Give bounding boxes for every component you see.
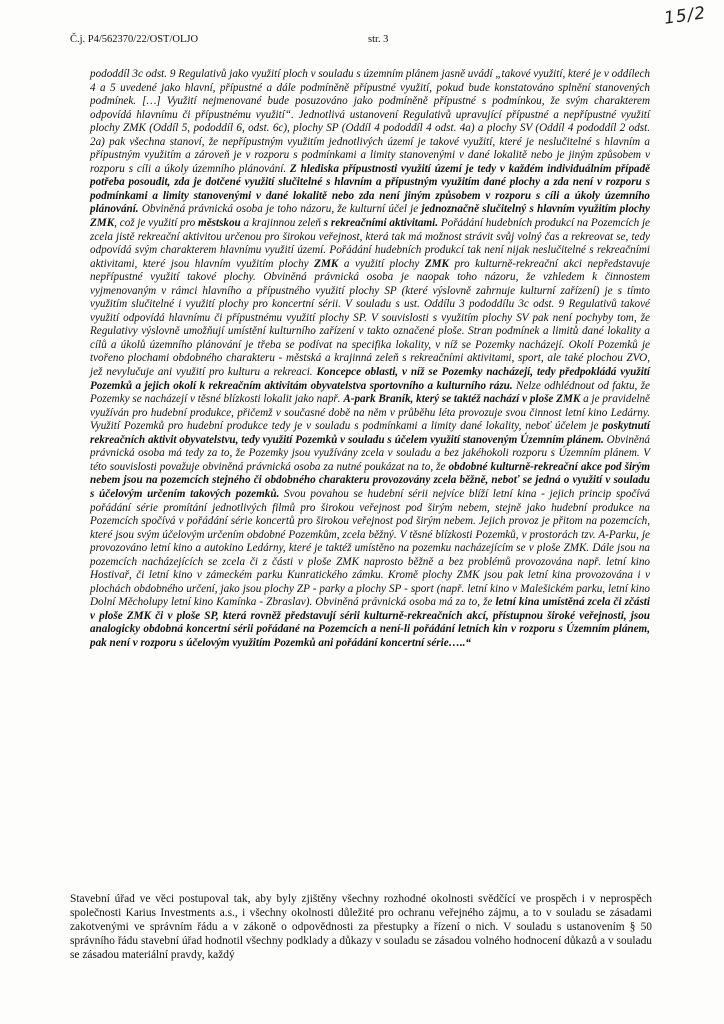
emphasized-text: A-park Braník, který se taktéž nachází v ploše ZMK: [343, 393, 581, 406]
emphasized-text: letní kina umístěná zcela či zčásti v ploše ZMK či v ploše SP, která rovněž představují sérii kulturně-rekreačních akcí, přístupnou široké veřejnosti, jsou analogicky obdobná koncertní sérii pořádané na Pozemcích a není-li pořádání letních kin v rozporu s Územním plánem, pak není v rozporu s účelovým využitím Pozemků ani pořádání koncertní série…..“: [90, 596, 650, 649]
quote-text: Obviněná právnická osoba má tedy za to, že Pozemky jsou využívány zcela v souladu a bez jakéhokoli rozporu s Územním plánem. V této souvislosti považuje obviněná právnická osoba za nutné poukázat na to, že: [90, 433, 650, 473]
quote-text: , což je využití pro: [114, 217, 199, 230]
emphasized-text: Koncepce oblasti, v níž se Pozemky nacházejí, tedy předpokládá využití Pozemků a jejich okolí k rekreačním aktivitám obyvatelstva sportovního a kulturního rázu.: [90, 366, 650, 392]
emphasized-text: ZMK: [314, 257, 339, 270]
quote-text: pro kulturně-rekreační akci nepředstavuje nepřípustné využití takové plochy. Obviněná právnická osoba je naopak toho názoru, že vzhledem k činnostem vyjmenovaným v rámci hlavního a přípustného využití plochy SP (které výslovně zahrnuje kulturní zařízení) je s tímto využitím slučitelné i využití plochy pro koncertní sérii. V souladu s ust. Oddílu 3 pododdílu 3c odst. 9 Regulativů takové využití odpovídá hlavnímu či přípustnému využití plochy SP. V souvislosti s využitím plochy SV pak není pochyby tom, že Regulativy výslovně umožňují umístění kulturního zařízení v takto označené ploše. Stran podmínek a limitů dané lokality a cílů a úkolů územního plánování je třeba se podívat na specifika lokality, v níž se Pozemky nacházejí. Okolí Pozemků je tvořeno plochami obdobného charakteru - městská a krajinná zeleň s rekreačními aktivitami, sport, ale také plochou ZVO, jež nevylučuje ani využití pro kulturu a rekreaci.: [90, 257, 650, 379]
quote-text: Svou povahou se hudební sérii nejvíce blíží letní kina - jejich princip spočívá pořádání série promítání jednotlivých filmů pro širokou veřejnost pod širým nebem, stejně jako hudební produkce na Pozemcích spočívá v pořádání série koncertů pro širokou veřejnost pod širým nebem. Jejich provoz je přitom na pozemcích, které jsou svým účelovým určením obdobné Pozemkům, zcela běžný. V těsné blízkosti Pozemků, v prostorách tzv. A-Parku, je provozováno letní kino a autokino Ledárny, které je taktéž umístěno na pozemku nacházejícím se v ploše ZMK. Dále jsou na pozemcích nacházejících se zcela či z části v ploše ZMK naprosto běžně a bez problémů provozována např. letní kino Hostivař, či letní kino v zámeckém parku Kunratického zámku. Kromě plochy ZMK jsou pak letní kina provozována i v plochách obdobného určení, jako jsou plochy ZP - parky a plochy SP - sport (např. letní kino v Malešickém parku, letní kino Dolní Měcholupy letní kino Kamínka - Zbraslav). Obviněná právnická osoba má za to, že: [90, 487, 650, 609]
handwritten-page-mark: 15/2: [662, 3, 708, 29]
quote-text: a krajinnou zeleň: [240, 217, 324, 230]
quote-text: Obviněná právnická osoba je toho názoru, že kulturní účel je: [138, 203, 422, 216]
quote-text: a je pravidelně využíván pro hudební produkce, přičemž v současné době na něm v průběhu léta provozuje svou činnost letní kino Ledárny. Využití Pozemků pro hudební produkce tedy je v souladu s podmínkami a limity dané lokality, neboť účelem je: [90, 393, 651, 433]
page-number: str. 3: [368, 34, 389, 45]
emphasized-text: poskytnutí rekreačních aktivit obyvatelstvu, tedy využití Pozemků v souladu s účelem využití stanoveným Územním plánem.: [90, 420, 650, 446]
quote-text: a využití plochy: [338, 257, 425, 270]
body-paragraph: Stavební úřad ve věci postupoval tak, aby byly zjištěny všechny rozhodné okolnosti svědčící ve prospěch i v neprospěch společnosti Karius Investments a.s., i všechny okolnosti důležité pro ochranu veřejného zájmu, a to v souladu se zásadami zakotvenými ve správním řádu a v zákoně o odpovědnosti za přestupky a řízení o nich. V souladu s ustanovením § 50 správního řádu stavební úřad hodnotil všechny podklady a důkazy v souladu se zásadou volného hodnocení důkazů a v souladu se zásadou materiální pravdy, každý: [70, 893, 652, 962]
emphasized-text: jednoznačně slučitelný s hlavním využitím plochy ZMK: [90, 203, 650, 230]
quote-text: Nelze odhlédnout od faktu, že Pozemky se nacházejí v těsné blízkosti lokalit jako např.: [90, 379, 650, 406]
reference-number: Č.j. P4/562370/22/OST/OLJO: [70, 34, 199, 45]
quote-text: pododdíl 3c odst. 9 Regulativů jako využití ploch v souladu s územním plánem jasně uvádí „takové využití, které je v oddílech 4 a 5 uvedené jako hlavní, přípustné a dále podmíněně přípustné využití, pokud bude konstatováno splnění stanovených podmínek. […] Využití nejmenované bude posuzováno jako podmíněně přípustné s podmínkou, že svým charakterem odpovídá hlavnímu či přípustnému využití“. Jednotlivá ustanovení Regulativů upravující přípustné a nepřípustné využití plochy ZMK (Oddíl 5, pododdíl 6, odst. 6c), plochy SP (Oddíl 4 pododdíl 4 odst. 4a) a plochy SV (Oddíl 4 pododdíl 2 odst. 2a) pak všechna stanoví, že nepřípustným využitím jednotlivých území je takové využití, které je neslučitelné s hlavním a přípustným využitím a zároveň je v rozporu s podmínkami a limity stanovenými v dané lokalitě nebo je jiným způsobem v rozporu s cíli a úkoly územního plánování.: [90, 68, 651, 175]
emphasized-text: obdobné kulturně-rekreační akce pod širým nebem jsou na pozemcích stejného či obdobného charakteru provozovány zcela běžně, neboť se jedná o využití v souladu s účelovým určením takových pozemků.: [90, 460, 650, 500]
quote-text: Pořádání hudebních produkcí na Pozemcích je zcela jistě rekreační aktivitou určenou pro širokou veřejnost, která tak má možnost strávit svůj volný čas a rekreovat se, tedy odpovídá svým charakterem hlavnímu využití území. Pořádání hudebních produkcí tak není nijak neslučitelné s rekreačními aktivitami, které jsou hlavním využitím plochy: [90, 217, 650, 270]
quoted-argument: [90, 68, 650, 651]
emphasized-text: městskou: [198, 217, 241, 230]
emphasized-text: Z hlediska přípustnosti využití území je tedy v každém individuálním případě potřeba posoudit, zda je dotčené využití slučitelné s hlavním a přípustným využitím dané plochy a zda není v rozporu s podmínkami a limity stanovenými v dané lokalitě nebo zda není jiným způsobem v rozporu s cíli a úkoly územního plánování.: [90, 162, 650, 216]
emphasized-text: s rekreačními aktivitami.: [323, 217, 439, 230]
emphasized-text: ZMK: [424, 257, 449, 270]
page-header: [70, 34, 654, 50]
